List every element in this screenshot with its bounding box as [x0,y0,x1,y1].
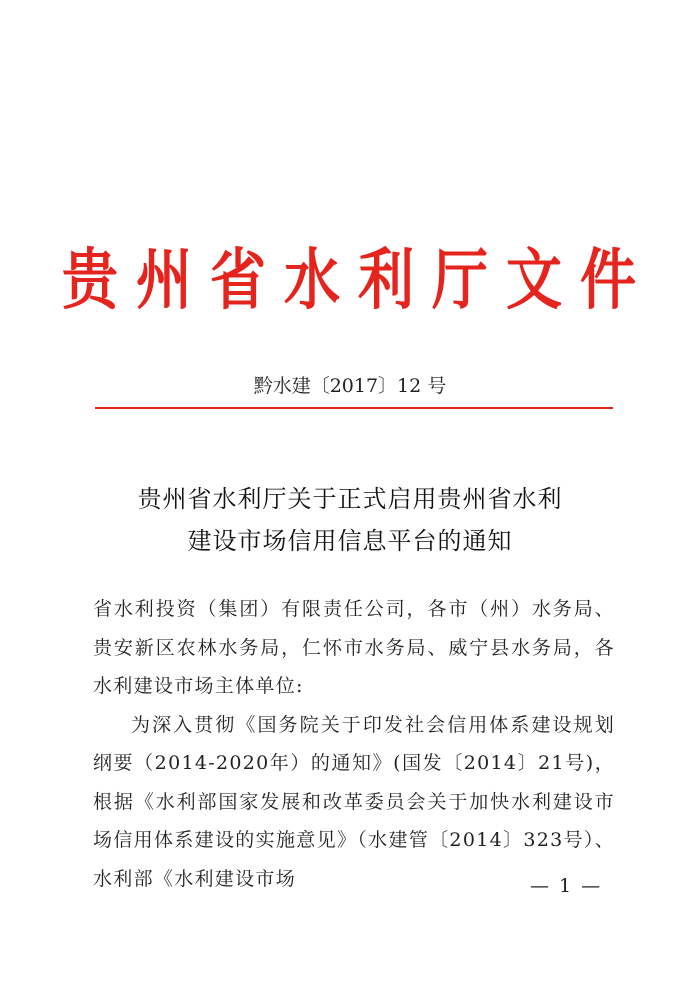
document-body [93,590,615,898]
document-title-line-2: 建设市场信用信息平台的通知 [187,527,513,555]
recipients-paragraph: 省水利投资（集团）有限责任公司，各市（州）水务局、贵安新区农林水务局，仁怀市水务局、威宁县水务局，各水利建设市场主体单位: [93,598,615,697]
document-header-title: 贵州省水利厅文件 [62,242,654,319]
document-number: 黔水建〔2017〕12 号 [253,375,447,397]
document-title [0,478,700,562]
red-divider-line [95,407,613,409]
body-paragraph-1: 为深入贯彻《国务院关于印发社会信用体系建设规划纲要（2014-2020年）的通知》(国发〔2014〕21号)，根据《水利部国家发展和改革委员会关于加快水利建设市场信用体系建设的实施意见》（水建管〔2014〕323号）、水利部《水利建设市场 [93,713,615,890]
page-number: — 1 — [530,875,603,897]
document-title-line-1: 贵州省水利厅关于正式启用贵州省水利 [137,485,563,513]
